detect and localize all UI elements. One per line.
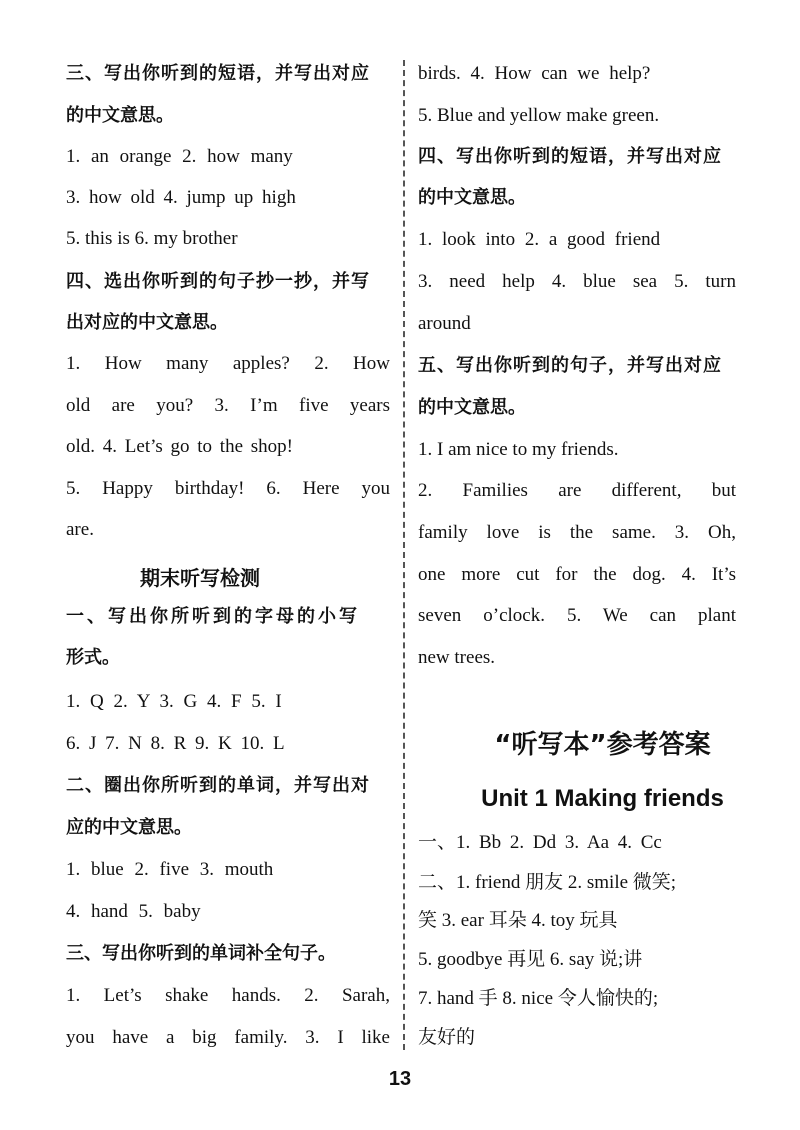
- section-heading-cont: 出对应的中文意思。: [66, 312, 228, 333]
- section-heading-cont: 的中文意思。: [66, 105, 174, 126]
- section-heading-cont: 形式。: [66, 647, 120, 668]
- answer-line: 3. how old 4. jump up high: [66, 187, 296, 208]
- answer-line: 5. goodbye 再见 6. say 说;讲: [418, 949, 643, 970]
- section-heading: 一、写出你所听到的字母的小写: [66, 606, 360, 627]
- answer-line: old. 4. Let’s go to the shop!: [66, 436, 293, 457]
- answer-line: 6. J 7. N 8. R 9. K 10. L: [66, 733, 285, 754]
- answer-line: 3. need help 4. blue sea 5. turn: [418, 271, 736, 292]
- answer-line: family love is the same. 3. Oh,: [418, 522, 736, 543]
- answer-line: 1. Let’s shake hands. 2. Sarah,: [66, 985, 390, 1006]
- answer-line: 5. this is 6. my brother: [66, 228, 238, 249]
- answer-line: 4. hand 5. baby: [66, 901, 201, 922]
- answer-line: 二、1. friend 朋友 2. smile 微笑;: [418, 872, 677, 893]
- page-number: 13: [388, 1068, 412, 1090]
- section-heading: 四、写出你听到的短语，并写出对应: [418, 146, 722, 167]
- answer-line: seven o’clock. 5. We can plant: [418, 605, 736, 626]
- section-heading: 五、写出你听到的句子，并写出对应: [418, 355, 722, 376]
- answer-line: 2. Families are different, but: [418, 480, 736, 501]
- unit-title: Unit 1 Making friends: [481, 785, 724, 812]
- answer-line: 1. How many apples? 2. How: [66, 353, 390, 374]
- answer-line: 1. look into 2. a good friend: [418, 229, 661, 250]
- section-heading: 三、写出你听到的单词补全句子。: [66, 943, 336, 964]
- answer-line: 笑 3. ear 耳朵 4. toy 玩具: [418, 910, 618, 931]
- section-heading-cont: 的中文意思。: [418, 397, 526, 418]
- answer-line: 1. an orange 2. how many: [66, 146, 293, 167]
- answer-line: one more cut for the dog. 4. It’s: [418, 564, 736, 585]
- final-test-title: 期末听写检测: [140, 566, 260, 590]
- section-heading: 三、写出你听到的短语，并写出对应: [66, 63, 370, 84]
- answer-line: 友好的: [418, 1027, 476, 1048]
- answer-line: 1. Q 2. Y 3. G 4. F 5. I: [66, 691, 282, 712]
- answer-line: 1. I am nice to my friends.: [418, 439, 619, 460]
- answer-line: 一、1. Bb 2. Dd 3. Aa 4. Cc: [418, 832, 662, 853]
- section-heading-cont: 应的中文意思。: [66, 817, 192, 838]
- answer-key-title: “听写本”参考答案: [494, 730, 711, 760]
- answer-line: 7. hand 手 8. nice 令人愉快的;: [418, 988, 659, 1009]
- section-heading-cont: 的中文意思。: [418, 187, 526, 208]
- column-divider: [403, 60, 405, 1050]
- answer-line: you have a big family. 3. I like: [66, 1027, 390, 1048]
- answer-line: new trees.: [418, 647, 496, 668]
- answer-line: old are you? 3. I’m five years: [66, 395, 390, 416]
- section-heading: 二、圈出你所听到的单词，并写出对: [66, 775, 370, 796]
- answer-line: 5. Happy birthday! 6. Here you: [66, 478, 390, 499]
- answer-line: 1. blue 2. five 3. mouth: [66, 859, 274, 880]
- answer-line: birds. 4. How can we help?: [418, 63, 651, 84]
- answer-line: 5. Blue and yellow make green.: [418, 105, 660, 126]
- answer-line: are.: [66, 519, 94, 540]
- section-heading: 四、选出你听到的句子抄一抄，并写: [66, 271, 370, 292]
- answer-line: around: [418, 313, 471, 334]
